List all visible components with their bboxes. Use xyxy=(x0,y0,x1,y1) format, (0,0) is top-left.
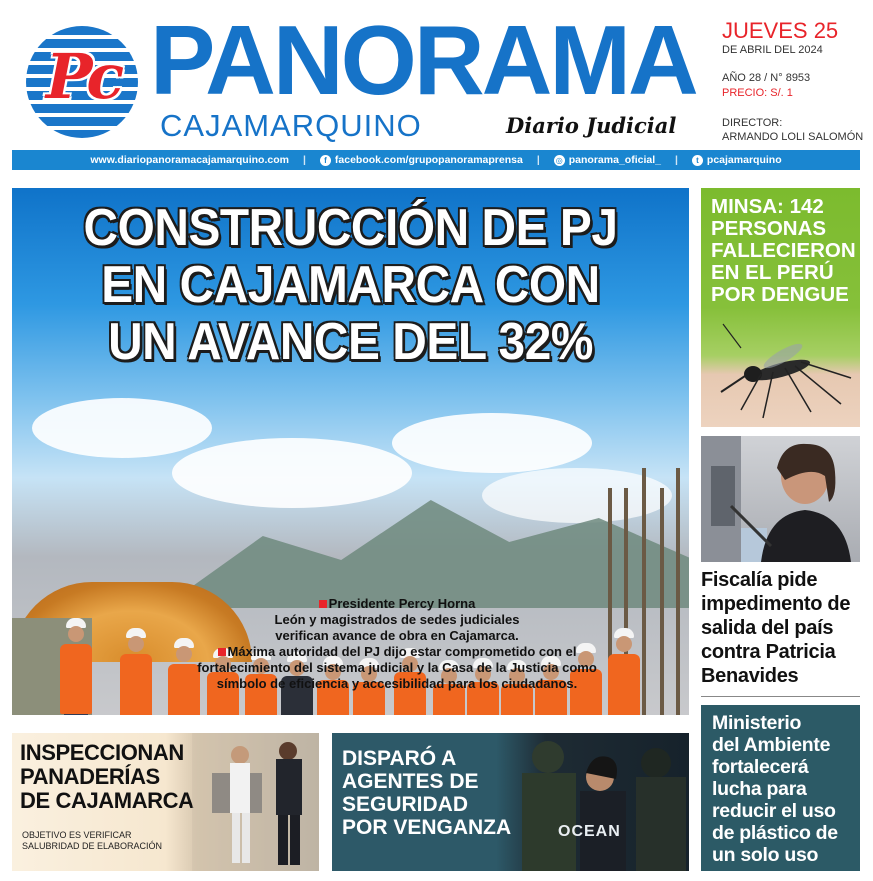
instagram-icon: ◎ xyxy=(554,155,565,166)
minsa-headline xyxy=(711,196,856,306)
ministerio-headline xyxy=(712,712,857,866)
headline-line: EN CAJAMARCA CON xyxy=(101,256,600,314)
headline-line: Benavides xyxy=(701,665,799,687)
subhead-line: OBJETIVO ES VERIFICAR xyxy=(22,830,132,840)
subhead-line: SALUBRIDAD DE ELABORACIÓN xyxy=(22,841,163,851)
rebar-column xyxy=(660,488,664,715)
headline-line: PANADERÍAS xyxy=(20,764,160,789)
headline-line: EN EL PERÚ xyxy=(711,261,834,284)
issue-day: JUEVES 25 xyxy=(722,18,839,43)
mosquito-image xyxy=(701,308,860,427)
divider: | xyxy=(674,154,678,166)
inspeccion-subhead xyxy=(22,830,202,852)
logo xyxy=(26,26,138,138)
website-link[interactable]: www.diariopanoramacajamarquino.com xyxy=(90,154,289,166)
headline-line: Fiscalía pide xyxy=(701,569,818,591)
headline-line: INSPECCIONAN xyxy=(20,740,184,765)
disparo-story[interactable] xyxy=(332,733,689,871)
headline-line: fortalecerá xyxy=(712,756,809,778)
headline-line: impedimento de xyxy=(701,593,851,615)
twitter-icon: t xyxy=(692,155,703,166)
director-label: DIRECTOR: xyxy=(722,117,783,129)
headline-line: AGENTES DE xyxy=(342,770,479,793)
cloud xyxy=(172,438,412,508)
inspeccion-story[interactable] xyxy=(12,733,319,871)
facebook-icon: f xyxy=(320,155,331,166)
police-photo xyxy=(500,733,689,871)
fiscalia-headline[interactable] xyxy=(701,568,860,688)
cloud xyxy=(32,398,212,458)
caption-text: Máxima autoridad del PJ dijo estar comprometido con el xyxy=(227,644,577,659)
person xyxy=(56,618,96,715)
woman-portrait xyxy=(701,436,860,562)
facebook-handle: facebook.com/grupopanoramaprensa xyxy=(334,154,523,166)
headline-line: Ministerio xyxy=(712,712,802,734)
headline-line: reducir el uso xyxy=(712,800,836,822)
caption-text: símbolo de eficiencia y accesibilidad para los ciudadanos. xyxy=(216,676,578,691)
bakery-photo xyxy=(192,733,319,871)
headline-line: DE CAJAMARCA xyxy=(20,788,194,813)
disparo-headline xyxy=(342,747,512,839)
newspaper-subtitle: CAJAMARQUINO xyxy=(160,108,422,143)
ministerio-story[interactable] xyxy=(701,705,860,871)
logo-monogram: Pc xyxy=(45,40,119,113)
section-label: Diario Judicial xyxy=(506,113,677,138)
cloud xyxy=(392,413,592,473)
caption-text: León y magistrados de sedes judiciales xyxy=(274,612,520,627)
headline-line: un solo uso xyxy=(712,844,819,866)
headline-line: POR VENGANZA xyxy=(342,816,512,839)
newspaper-title: PANORAMA xyxy=(150,14,696,106)
headline-line: PERSONAS xyxy=(711,217,827,240)
main-story-photo[interactable] xyxy=(12,188,689,715)
instagram-handle: panorama_oficial_ xyxy=(568,154,661,166)
inspeccion-headline xyxy=(20,741,200,813)
facebook-link[interactable] xyxy=(320,154,523,166)
issue-price: PRECIO: S/. 1 xyxy=(722,87,793,99)
divider: | xyxy=(302,154,306,166)
caption-text: verifican avance de obra en Cajamarca. xyxy=(275,628,519,643)
headline-line: DISPARÓ A xyxy=(342,747,457,770)
headline-line: contra Patricia xyxy=(701,641,836,663)
headline-line: CONSTRUCCIÓN DE PJ xyxy=(83,199,618,257)
divider: | xyxy=(536,154,540,166)
headline-line: FALLECIERON xyxy=(711,239,856,262)
headline-line: salida del país xyxy=(701,617,834,639)
shirt-print: OCEAN xyxy=(558,823,621,840)
main-caption xyxy=(162,596,632,692)
fiscalia-photo[interactable] xyxy=(701,436,860,562)
rebar-column xyxy=(676,468,680,715)
headline-line: de plástico de xyxy=(712,822,838,844)
issue-date: DE ABRIL DEL 2024 xyxy=(722,44,823,56)
director-name: ARMANDO LOLI SALOMÓN xyxy=(722,131,864,143)
bullet-square xyxy=(319,600,327,608)
headline-line: UN AVANCE DEL 32% xyxy=(108,313,593,371)
bullet-square xyxy=(218,648,226,656)
headline-line: POR DENGUE xyxy=(711,283,849,306)
headline-line: del Ambiente xyxy=(712,734,831,756)
main-headline[interactable] xyxy=(39,200,662,371)
divider xyxy=(701,696,860,697)
caption-text: fortalecimiento del sistema judicial y la Casa de la Justicia como xyxy=(197,660,597,675)
headline-line: lucha para xyxy=(712,778,807,800)
minsa-story[interactable] xyxy=(701,188,860,427)
caption-text: Presidente Percy Horna xyxy=(328,596,476,611)
issue-edition: AÑO 28 / N° 8953 xyxy=(722,72,811,84)
headline-line: SEGURIDAD xyxy=(342,793,469,816)
person xyxy=(116,628,156,715)
twitter-link[interactable] xyxy=(692,154,782,166)
twitter-handle: pcajamarquino xyxy=(706,154,782,166)
social-bar xyxy=(12,150,860,170)
instagram-link[interactable] xyxy=(554,154,661,166)
headline-line: MINSA: 142 xyxy=(711,195,824,218)
